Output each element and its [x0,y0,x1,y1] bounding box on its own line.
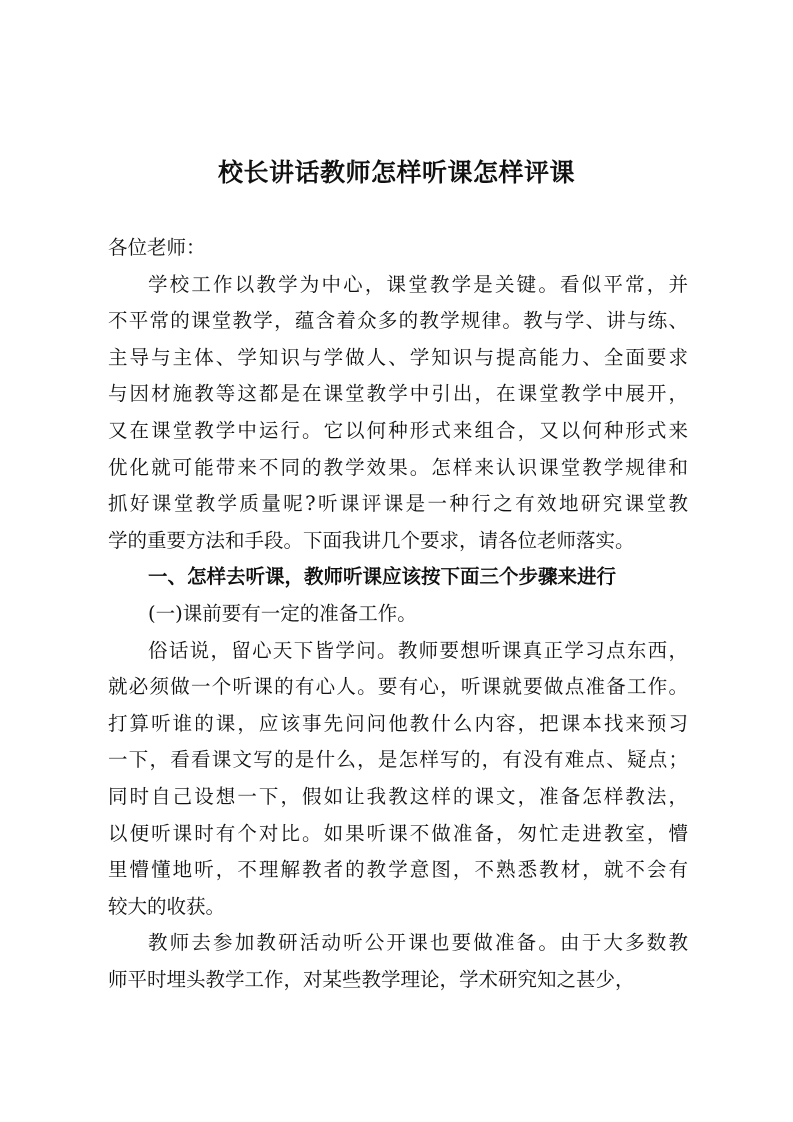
paragraph [108,633,688,926]
text-line: 教师去参加教研活动听公开课也要做准备。由于大多数教 [148,931,688,955]
text-line: 不平常的课堂教学，蕴含着众多的教学规律。教与学、讲与练、 [108,309,688,333]
text-line: 学校工作以教学为中心，课堂教学是关键。看似平常，并 [148,272,688,296]
text-line: 师平时埋头教学工作，对某些教学理论，学术研究知之甚少， [108,967,635,991]
text-line: 同时自己设想一下，假如让我教这样的课文，准备怎样教法， [108,784,688,808]
paragraph [108,596,688,633]
text-line: 主导与主体、学知识与学做人、学知识与提高能力、全面要求 [108,345,688,369]
text-line: 以便听课时有个对比。如果听课不做准备，匆忙走进教室，懵 [108,821,688,845]
text-line: 就必须做一个听课的有心人。要有心，听课就要做点准备工作。 [108,675,688,699]
text-line: 抓好课堂教学质量呢?听课评课是一种行之有效地研究课堂教 [108,492,688,516]
document-body [108,230,688,998]
document-title: 校长讲话教师怎样听课怎样评课 [217,158,575,187]
text-line: 俗话说，留心天下皆学问。教师要想听课真正学习点东西， [148,638,688,662]
text-line: 优化就可能带来不同的教学效果。怎样来认识课堂教学规律和 [108,455,688,479]
text-line: 与因材施教等这都是在课堂教学中引出，在课堂教学中展开， [108,382,688,406]
text-line: 打算听谁的课，应该事先问问他教什么内容，把课本找来预习 [108,711,688,735]
text-line: (一)课前要有一定的准备工作。 [148,601,417,625]
text-line: 学的重要方法和手段。下面我讲几个要求，请各位老师落实。 [108,528,635,552]
section-heading [108,559,688,596]
text-line: 又在课堂教学中运行。它以何种形式来组合，又以何种形式来 [108,418,688,442]
text-line: 一、怎样去听课，教师听课应该按下面三个步骤来进行 [148,565,617,589]
text-line: 里懵懂地听，不理解教者的教学意图，不熟悉教材，就不会有 [108,858,688,882]
paragraph [108,925,688,998]
salutation: 各位老师： [108,236,206,259]
paragraph [108,267,688,560]
paragraphs [108,267,688,999]
text-line: 较大的收获。 [108,894,226,918]
text-line: 一下，看看课文写的是什么，是怎样写的，有没有难点、疑点； [108,748,688,772]
